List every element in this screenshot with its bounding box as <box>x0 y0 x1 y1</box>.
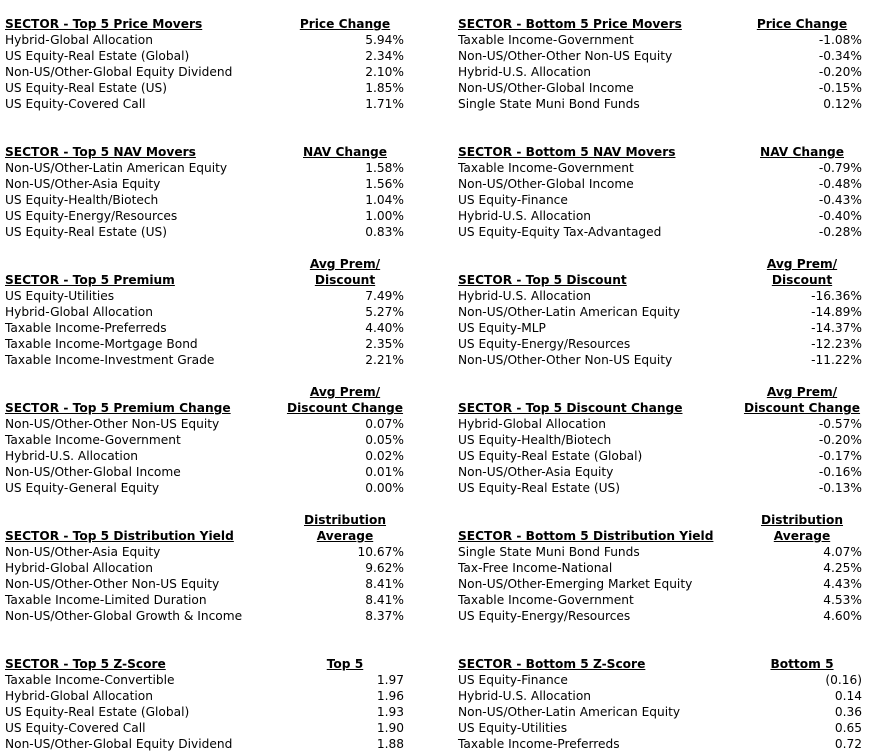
table-title: SECTOR - Bottom 5 Z-Score <box>458 657 646 671</box>
column-header-line: Average <box>773 529 831 543</box>
column-header-line: NAV Change <box>303 145 387 159</box>
sector-value: 0.07% <box>365 417 404 431</box>
table-row <box>5 720 404 736</box>
value-column-header <box>275 656 415 672</box>
column-header-line: Discount Change <box>286 401 404 415</box>
table-row <box>5 336 404 352</box>
sector-name: Taxable Income-Government <box>458 161 634 175</box>
table-header <box>5 640 404 672</box>
sector-name: US Equity-Real Estate (Global) <box>5 49 190 63</box>
sector-value: 4.53% <box>823 593 862 607</box>
sector-value: 1.00% <box>365 209 404 223</box>
table-title: SECTOR - Bottom 5 Price Movers <box>458 17 682 31</box>
sector-value: -0.16% <box>818 465 862 479</box>
table-row <box>458 672 862 688</box>
sector-value: -0.34% <box>818 49 862 63</box>
column-header-line: Price Change <box>299 17 391 31</box>
sector-name: Taxable Income-Mortgage Bond <box>5 337 198 351</box>
table-row <box>458 304 862 320</box>
column-header-line: NAV Change <box>760 145 844 159</box>
sector-name: US Equity-Finance <box>458 673 568 687</box>
sector-name: Non-US/Other-Other Non-US Equity <box>458 353 673 367</box>
sector-name: Non-US/Other-Global Income <box>458 81 634 95</box>
table-row <box>5 672 404 688</box>
sector-value: 1.58% <box>365 161 404 175</box>
column-header-line: Top 5 <box>326 657 364 671</box>
sector-value: (0.16) <box>825 673 862 687</box>
sector-value: 0.83% <box>365 225 404 239</box>
sector-value: 0.14 <box>834 689 862 703</box>
sector-value: 8.41% <box>365 593 404 607</box>
table-row <box>458 160 862 176</box>
sector-name: Non-US/Other-Other Non-US Equity <box>458 49 673 63</box>
table-row <box>5 480 404 496</box>
table-row <box>458 704 862 720</box>
table-title: SECTOR - Top 5 Z-Score <box>5 657 166 671</box>
sector-value: -14.37% <box>811 321 862 335</box>
table-row <box>5 576 404 592</box>
table-row <box>5 704 404 720</box>
sector-name: Hybrid-Global Allocation <box>458 417 606 431</box>
value-column-header <box>722 16 869 32</box>
sector-table-left-2 <box>5 128 404 240</box>
sector-value: -12.23% <box>811 337 862 351</box>
table-row <box>458 416 862 432</box>
table-row <box>5 560 404 576</box>
sector-value: -14.89% <box>811 305 862 319</box>
sector-name: Single State Muni Bond Funds <box>458 545 640 559</box>
table-row <box>5 592 404 608</box>
sector-value: 7.49% <box>365 289 404 303</box>
sector-value: -0.43% <box>818 193 862 207</box>
column-header-line: Discount <box>314 273 376 287</box>
sector-name: Non-US/Other-Global Equity Dividend <box>5 65 233 79</box>
table-header <box>5 512 404 544</box>
table-header <box>458 0 862 32</box>
sector-value: 2.34% <box>365 49 404 63</box>
sector-name: US Equity-Health/Biotech <box>5 193 159 207</box>
table-row <box>458 432 862 448</box>
table-row <box>5 80 404 96</box>
value-column-header <box>275 16 415 32</box>
sector-name: US Equity-Real Estate (US) <box>5 225 168 239</box>
sector-value: -0.28% <box>818 225 862 239</box>
sector-table-right-4 <box>458 384 862 496</box>
sector-table-left-3 <box>5 256 404 368</box>
table-title: SECTOR - Top 5 Discount <box>458 273 627 287</box>
sector-value: 0.36 <box>834 705 862 719</box>
sector-name: Taxable Income-Government <box>458 593 634 607</box>
table-row <box>458 192 862 208</box>
table-header <box>458 128 862 160</box>
sector-name: US Equity-Utilities <box>5 289 115 303</box>
sector-name: Taxable Income-Government <box>458 33 634 47</box>
table-title: SECTOR - Top 5 Premium <box>5 273 175 287</box>
value-column-header <box>722 512 869 544</box>
table-row <box>5 464 404 480</box>
sector-table-left-4 <box>5 384 404 496</box>
sector-value: 4.40% <box>365 321 404 335</box>
sector-table-right-1 <box>458 0 862 112</box>
sector-value: 10.67% <box>357 545 404 559</box>
table-row <box>458 448 862 464</box>
sector-name: Non-US/Other-Emerging Market Equity <box>458 577 693 591</box>
sector-value: 8.37% <box>365 609 404 623</box>
table-row <box>458 288 862 304</box>
table-row <box>5 160 404 176</box>
sector-name: Hybrid-Global Allocation <box>5 305 153 319</box>
table-row <box>458 336 862 352</box>
value-column-header <box>275 512 415 544</box>
table-row <box>458 176 862 192</box>
table-header <box>458 512 862 544</box>
table-row <box>458 32 862 48</box>
sector-name: US Equity-Energy/Resources <box>5 209 178 223</box>
table-row <box>458 320 862 336</box>
table-row <box>5 192 404 208</box>
table-title: SECTOR - Bottom 5 NAV Movers <box>458 145 676 159</box>
sector-value: 1.96 <box>376 689 404 703</box>
sector-name: US Equity-Real Estate (US) <box>458 481 621 495</box>
sector-value: 0.65 <box>834 721 862 735</box>
table-row <box>458 96 862 112</box>
sector-value: 1.85% <box>365 81 404 95</box>
sector-name: Taxable Income-Preferreds <box>458 737 620 751</box>
table-row <box>5 320 404 336</box>
table-row <box>5 48 404 64</box>
column-header-line: Distribution <box>303 513 387 527</box>
table-row <box>458 208 862 224</box>
value-column-header <box>275 384 415 416</box>
sector-value: 4.43% <box>823 577 862 591</box>
value-column-header <box>722 384 869 416</box>
sector-table-left-5 <box>5 512 404 624</box>
column-header-line: Distribution <box>760 513 844 527</box>
sector-name: US Equity-MLP <box>458 321 546 335</box>
sector-value: 5.27% <box>365 305 404 319</box>
table-row <box>458 224 862 240</box>
sector-value: 2.10% <box>365 65 404 79</box>
value-column-header <box>275 256 415 288</box>
sector-name: Non-US/Other-Asia Equity <box>458 465 614 479</box>
table-row <box>458 576 862 592</box>
table-title: SECTOR - Top 5 Price Movers <box>5 17 203 31</box>
sector-value: -16.36% <box>811 289 862 303</box>
table-title: SECTOR - Bottom 5 Distribution Yield <box>458 529 714 543</box>
table-row <box>5 288 404 304</box>
table-row <box>5 416 404 432</box>
table-row <box>5 304 404 320</box>
sector-name: US Equity-Finance <box>458 193 568 207</box>
sector-name: Hybrid-Global Allocation <box>5 689 153 703</box>
sector-name: US Equity-Real Estate (Global) <box>458 449 643 463</box>
sector-name: Non-US/Other-Latin American Equity <box>5 161 228 175</box>
sector-value: 0.01% <box>365 465 404 479</box>
table-title: SECTOR - Top 5 Premium Change <box>5 401 231 415</box>
sector-value: 1.93 <box>376 705 404 719</box>
sector-name: Non-US/Other-Asia Equity <box>5 545 161 559</box>
table-row <box>5 544 404 560</box>
sector-table-right-5 <box>458 512 862 624</box>
sector-name: Hybrid-Global Allocation <box>5 561 153 575</box>
sector-value: -0.48% <box>818 177 862 191</box>
table-row <box>5 736 404 752</box>
sector-value: 9.62% <box>365 561 404 575</box>
value-column-header <box>722 656 869 672</box>
sector-name: Hybrid-U.S. Allocation <box>458 209 592 223</box>
table-title: SECTOR - Top 5 Discount Change <box>458 401 683 415</box>
sector-name: Non-US/Other-Global Income <box>458 177 634 191</box>
sector-value: 0.00% <box>365 481 404 495</box>
sector-value: -0.20% <box>818 433 862 447</box>
value-column-header <box>722 256 869 288</box>
sector-name: Non-US/Other-Latin American Equity <box>458 305 681 319</box>
sector-name: Non-US/Other-Asia Equity <box>5 177 161 191</box>
sector-value: 0.02% <box>365 449 404 463</box>
sector-name: Non-US/Other-Latin American Equity <box>458 705 681 719</box>
table-header <box>458 256 862 288</box>
table-row <box>458 64 862 80</box>
sector-name: US Equity-Energy/Resources <box>458 609 631 623</box>
sector-value: 1.97 <box>376 673 404 687</box>
sector-value: -0.15% <box>818 81 862 95</box>
sector-value: -0.20% <box>818 65 862 79</box>
sector-name: US Equity-Real Estate (US) <box>5 81 168 95</box>
column-header-line: Average <box>316 529 374 543</box>
table-row <box>5 688 404 704</box>
sector-value: 4.25% <box>823 561 862 575</box>
sector-name: US Equity-Covered Call <box>5 721 146 735</box>
column-header-line: Avg Prem/ <box>309 385 381 399</box>
table-row <box>5 176 404 192</box>
sector-value: 0.72 <box>834 737 862 751</box>
column-header-line: Price Change <box>756 17 848 31</box>
table-header <box>458 640 862 672</box>
table-row <box>458 592 862 608</box>
table-row <box>458 48 862 64</box>
table-row <box>5 224 404 240</box>
table-header <box>458 384 862 416</box>
sector-value: 4.07% <box>823 545 862 559</box>
sector-value: 8.41% <box>365 577 404 591</box>
table-row <box>458 736 862 752</box>
sector-value: 1.04% <box>365 193 404 207</box>
column-header-line: Bottom 5 <box>770 657 834 671</box>
sector-value: -0.17% <box>818 449 862 463</box>
table-title: SECTOR - Top 5 Distribution Yield <box>5 529 234 543</box>
table-row <box>5 352 404 368</box>
table-row <box>458 80 862 96</box>
value-column-header <box>275 144 415 160</box>
sector-name: Taxable Income-Investment Grade <box>5 353 215 367</box>
sector-name: Taxable Income-Limited Duration <box>5 593 207 607</box>
sector-value: -0.40% <box>818 209 862 223</box>
table-row <box>5 608 404 624</box>
sector-table-left-6 <box>5 640 404 752</box>
table-row <box>5 448 404 464</box>
sector-name: US Equity-Energy/Resources <box>458 337 631 351</box>
sector-table-right-6 <box>458 640 862 752</box>
sector-name: US Equity-Utilities <box>458 721 568 735</box>
table-row <box>5 32 404 48</box>
sector-value: 4.60% <box>823 609 862 623</box>
sector-table-right-3 <box>458 256 862 368</box>
sector-name: Single State Muni Bond Funds <box>458 97 640 111</box>
sector-value: 1.90 <box>376 721 404 735</box>
table-row <box>458 544 862 560</box>
column-header-line: Discount <box>771 273 833 287</box>
sector-value: -11.22% <box>811 353 862 367</box>
table-header <box>5 128 404 160</box>
sector-table-right-2 <box>458 128 862 240</box>
sector-name: US Equity-Real Estate (Global) <box>5 705 190 719</box>
column-header-line: Avg Prem/ <box>766 257 838 271</box>
sector-value: 1.71% <box>365 97 404 111</box>
sector-name: Non-US/Other-Global Equity Dividend <box>5 737 233 751</box>
sector-name: Non-US/Other-Global Income <box>5 465 181 479</box>
sector-name: Hybrid-U.S. Allocation <box>458 689 592 703</box>
sector-name: Non-US/Other-Other Non-US Equity <box>5 417 220 431</box>
table-row <box>458 480 862 496</box>
table-row <box>5 64 404 80</box>
table-row <box>458 608 862 624</box>
sector-name: Non-US/Other-Global Growth & Income <box>5 609 243 623</box>
sector-name: US Equity-Equity Tax-Advantaged <box>458 225 662 239</box>
sector-name: US Equity-Health/Biotech <box>458 433 612 447</box>
sector-name: Non-US/Other-Other Non-US Equity <box>5 577 220 591</box>
table-header <box>5 0 404 32</box>
sector-name: US Equity-General Equity <box>5 481 160 495</box>
table-header <box>5 384 404 416</box>
sector-name: Taxable Income-Convertible <box>5 673 175 687</box>
table-row <box>5 96 404 112</box>
table-row <box>5 208 404 224</box>
sector-value: 1.56% <box>365 177 404 191</box>
sector-value: 0.12% <box>823 97 862 111</box>
sector-value: -0.57% <box>818 417 862 431</box>
sector-name: Hybrid-U.S. Allocation <box>458 289 592 303</box>
sector-value: 2.21% <box>365 353 404 367</box>
table-row <box>458 560 862 576</box>
sector-name: Hybrid-U.S. Allocation <box>458 65 592 79</box>
sector-name: Taxable Income-Government <box>5 433 181 447</box>
column-header-line: Discount Change <box>743 401 861 415</box>
table-title: SECTOR - Top 5 NAV Movers <box>5 145 196 159</box>
sector-value: -0.13% <box>818 481 862 495</box>
table-row <box>5 432 404 448</box>
value-column-header <box>722 144 869 160</box>
sector-name: Tax-Free Income-National <box>458 561 613 575</box>
sector-value: -1.08% <box>818 33 862 47</box>
sector-name: Taxable Income-Preferreds <box>5 321 167 335</box>
column-header-line: Avg Prem/ <box>766 385 838 399</box>
sector-value: 2.35% <box>365 337 404 351</box>
table-header <box>5 256 404 288</box>
sector-name: Hybrid-Global Allocation <box>5 33 153 47</box>
column-header-line: Avg Prem/ <box>309 257 381 271</box>
sector-table-left-1 <box>5 0 404 112</box>
table-row <box>458 352 862 368</box>
table-row <box>458 464 862 480</box>
table-row <box>458 720 862 736</box>
sector-value: 0.05% <box>365 433 404 447</box>
sector-value: 1.88 <box>376 737 404 751</box>
sector-value: 5.94% <box>365 33 404 47</box>
sector-value: -0.79% <box>818 161 862 175</box>
table-row <box>458 688 862 704</box>
sector-name: Hybrid-U.S. Allocation <box>5 449 139 463</box>
sector-name: US Equity-Covered Call <box>5 97 146 111</box>
